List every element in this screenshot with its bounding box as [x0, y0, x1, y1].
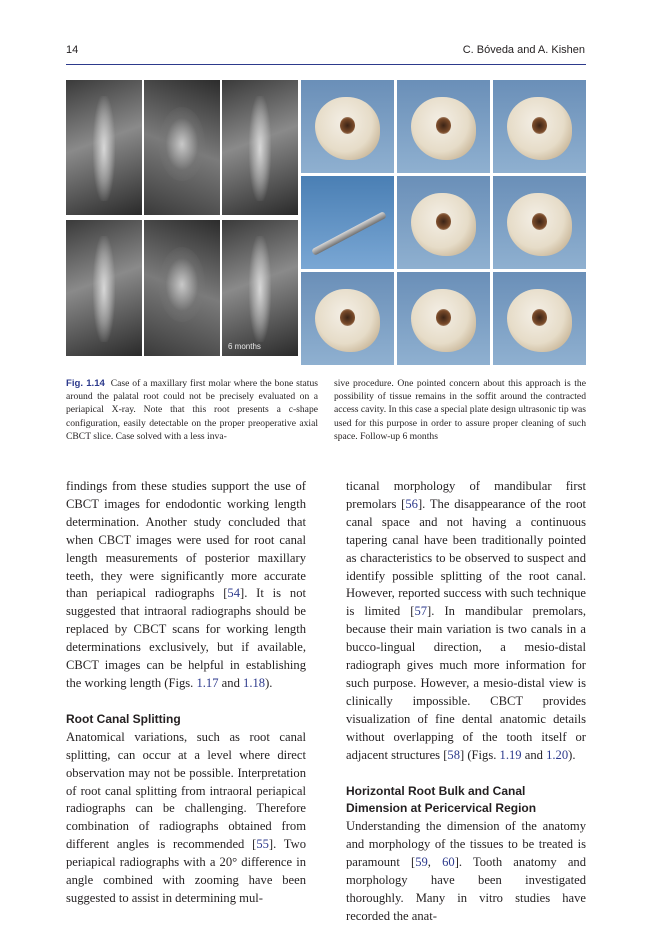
- text-run: and: [218, 675, 244, 690]
- figure-caption-left: [66, 377, 318, 443]
- text-run: ).: [265, 675, 273, 690]
- figure-link[interactable]: 1.19: [499, 747, 522, 762]
- clinical-photo-8: [397, 272, 490, 365]
- caption-text-left: Case of a maxillary first molar where the bone status around the palatal root could not be precisely evaluated on a periapical X-ray. Note that this root presents a c-shape configuration, easily detectable on the proper preoperative axial CBCT slice. Case solved with a less inva-: [66, 378, 319, 442]
- citation-link[interactable]: 60: [442, 855, 455, 870]
- text-run: Anatomical variations, such as root canal splitting, can occur at a level where direct observation may not be possible. Interpretation of root canal splitting from intraoral periapical radiographs can be challenging. Therefore combination of radiographs obtained from different angles is recommended [: [66, 729, 306, 852]
- text-run: and: [521, 747, 547, 762]
- left-column: [66, 478, 306, 908]
- text-run: ]. Two periapical radiographs with a 20° difference in angle combined with zooming have been suggested to assist in determining mul-: [66, 837, 306, 905]
- figure-caption-right: [334, 377, 586, 443]
- right-column: [346, 478, 586, 926]
- text-run: ] (Figs.: [460, 747, 500, 762]
- text-run: findings from these studies support the use of CBCT images for endodontic working length determination. Another study concluded that when CBCT images were used for root canal length measurements of posterior maxillary teeth, they were significantly more accurate than periapical radiographs [: [66, 479, 306, 601]
- figure-link[interactable]: 1.17: [196, 675, 219, 690]
- text-run: ]. Tooth anatomy and morphology have been investigated thoroughly. Many in vitro studies have recorded the anat-: [346, 855, 586, 923]
- xray-image-4: [66, 220, 142, 356]
- paragraph-root-canal-splitting: [66, 729, 306, 908]
- xray-image-2: [144, 80, 220, 215]
- paragraph-horizontal-root-bulk: [346, 818, 586, 925]
- citation-link[interactable]: 58: [447, 747, 460, 762]
- clinical-photo-3: [493, 80, 586, 173]
- xray-image-3: [222, 80, 298, 215]
- text-run: ]. In mandibular premolars, because their main variation is two canals in a bucco-lingual direction, a mesio-distal radiograph gives much more information for such purpose. However, a mesio-distal view is clinically impossible. CBCT provides visualization of fine dental anatomic details without overlapping of the tooth itself or adjacent structures [: [346, 604, 586, 762]
- citation-link[interactable]: 56: [405, 496, 418, 511]
- xray-image-6: [222, 220, 298, 356]
- paragraph-cbct-working-length: [66, 478, 306, 693]
- xray-image-5: [144, 220, 220, 356]
- clinical-photo-7: [301, 272, 394, 365]
- citation-link[interactable]: 59: [415, 855, 428, 870]
- figure-1-14: [66, 80, 586, 365]
- xray-followup-label: 6 months: [228, 342, 261, 351]
- text-run: ).: [568, 747, 576, 762]
- figure-link[interactable]: 1.18: [243, 675, 266, 690]
- text-run: ]. It is not suggested that intraoral radiographs should be replaced by CBCT scans for working length determinations exclusively, but if available, CBCT images can be helpful in establishing the working length (Figs.: [66, 586, 306, 690]
- section-heading-horizontal-root-bulk: Horizontal Root Bulk and Canal Dimension at Pericervical Region: [346, 783, 537, 816]
- ultrasonic-tip-photo: [301, 176, 394, 269]
- text-run: ticanal morphology of mandibular first premolars [: [346, 479, 586, 511]
- text-run: Understanding the dimension of the anatomy and morphology of the tissues to be treated is paramount [: [346, 819, 586, 870]
- page-number: 14: [66, 44, 79, 56]
- section-heading-root-canal-splitting: Root Canal Splitting: [66, 711, 181, 726]
- figure-label: Fig. 1.14: [66, 378, 105, 389]
- clinical-photo-6: [493, 176, 586, 269]
- running-header-authors: C. Bóveda and A. Kishen: [462, 44, 585, 56]
- paragraph-multicanal-morphology: [346, 478, 586, 765]
- citation-link[interactable]: 55: [256, 837, 269, 852]
- text-run: ]. The disappearance of the root canal space and not having a continuous tapering canal have been traditionally pointed as characteristics to be observed to suspect and identify possible splitting of the root canal. However, reported success with such technique is limited [: [346, 496, 587, 619]
- clinical-photo-2: [397, 80, 490, 173]
- text-run: ,: [427, 855, 443, 870]
- clinical-photo-1: [301, 80, 394, 173]
- clinical-photo-5: [397, 176, 490, 269]
- xray-image-1: [66, 80, 142, 215]
- citation-link[interactable]: 57: [414, 604, 428, 619]
- figure-link[interactable]: 1.20: [546, 747, 569, 762]
- header-rule: [66, 64, 586, 65]
- citation-link[interactable]: 54: [227, 586, 241, 601]
- caption-text-right: sive procedure. One pointed concern about this approach is the possibility of tissue remains in the soffit around the contracted access cavity. In this case a special plate design ultrasonic tip was used for this purpose in order to assure proper cleaning of such space. Follow-up 6 months: [334, 378, 586, 442]
- clinical-photo-9: [493, 272, 586, 365]
